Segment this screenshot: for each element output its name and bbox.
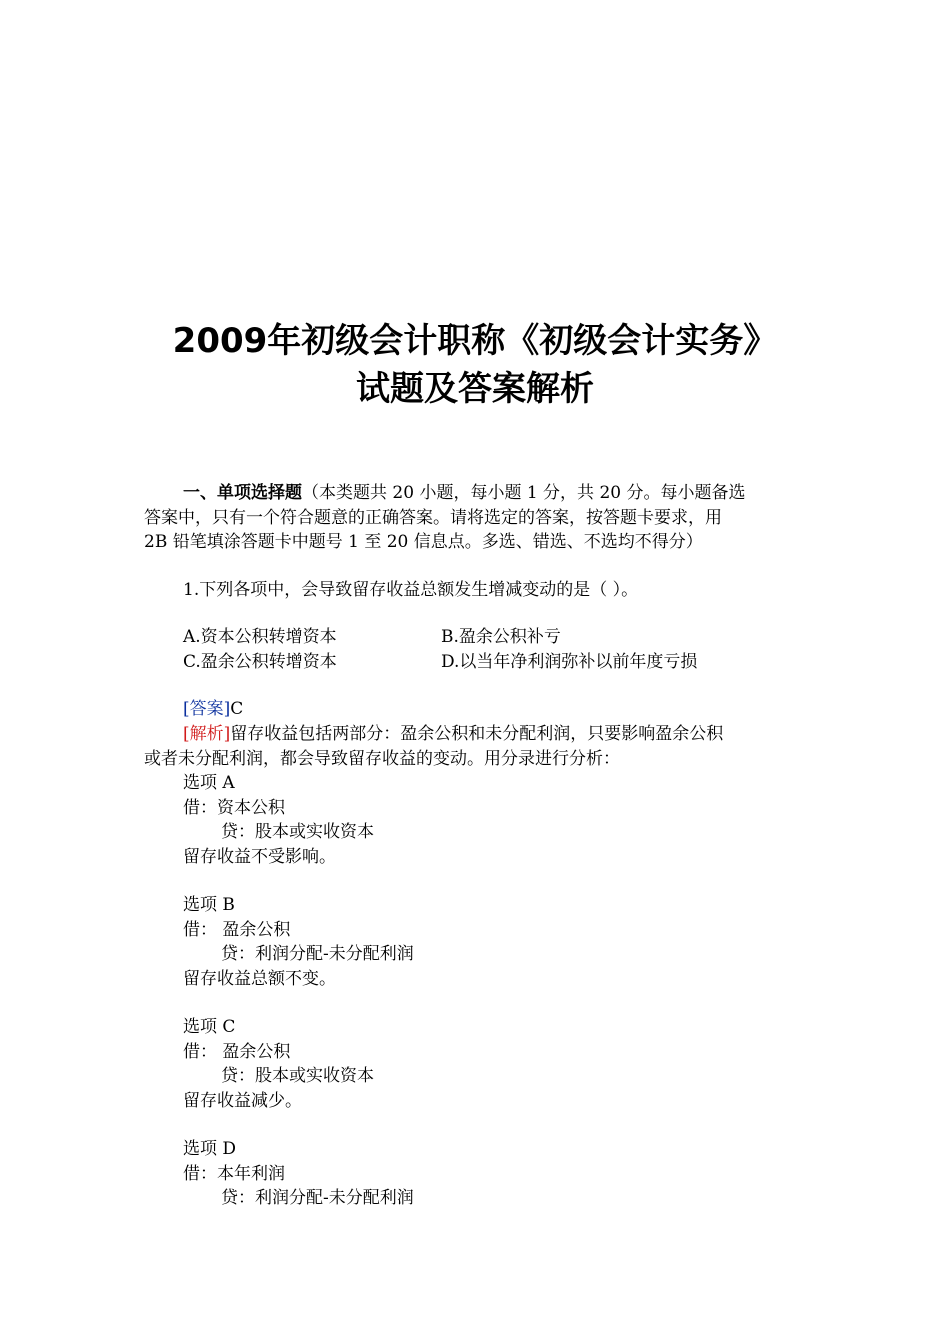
- question-option-d: D.以当年净利润弥补以前年度亏损: [441, 652, 698, 672]
- option-b-credit: 贷：利润分配-未分配利润: [221, 944, 414, 964]
- option-b-label: 选项 B: [183, 895, 235, 915]
- answer-line: [183, 697, 243, 721]
- question-option-a: A.资本公积转增资本: [183, 627, 337, 647]
- option-c-debit: 借： 盈余公积: [183, 1042, 291, 1062]
- option-c-result: 留存收益减少。: [183, 1091, 302, 1111]
- document-title-line-1: 2009年初级会计职称《初级会计实务》: [172, 321, 778, 361]
- question-stem: 1.下列各项中，会导致留存收益总额发生增减变动的是（ ）。: [183, 580, 639, 600]
- analysis-line-2: 或者未分配利润，都会导致留存收益的变动。用分录进行分析：: [144, 749, 620, 769]
- document-title-line-2: 试题及答案解析: [356, 369, 594, 409]
- option-c-credit: 贷：股本或实收资本: [221, 1066, 374, 1086]
- option-b-result: 留存收益总额不变。: [183, 969, 336, 989]
- option-d-label: 选项 D: [183, 1139, 237, 1159]
- question-option-b: B.盈余公积补亏: [441, 627, 561, 647]
- option-c-label: 选项 C: [183, 1017, 236, 1037]
- section-intro-line-1: [183, 481, 746, 505]
- option-a-credit: 贷：股本或实收资本: [221, 822, 374, 842]
- option-d-debit: 借：本年利润: [183, 1164, 285, 1184]
- option-a-label: 选项 A: [183, 773, 235, 793]
- option-b-debit: 借： 盈余公积: [183, 920, 291, 940]
- option-a-debit: 借：资本公积: [183, 798, 285, 818]
- section-intro-line-2: 答案中，只有一个符合题意的正确答案。请将选定的答案，按答题卡要求，用: [144, 508, 722, 528]
- answer-tag: [答案]: [183, 699, 231, 719]
- option-d-credit: 贷：利润分配-未分配利润: [221, 1188, 414, 1208]
- section-heading: 一、单项选择题: [183, 483, 302, 503]
- analysis-line-1: [183, 722, 723, 746]
- answer-value: C: [230, 699, 244, 719]
- analysis-text-1: 留存收益包括两部分：盈余公积和未分配利润，只要影响盈余公积: [230, 724, 724, 744]
- option-a-result: 留存收益不受影响。: [183, 847, 336, 867]
- section-intro-line-3: 2B 铅笔填涂答题卡中题号 1 至 20 信息点。多选、错选、不选均不得分）: [144, 532, 703, 552]
- question-option-c: C.盈余公积转增资本: [183, 652, 337, 672]
- section-intro-text-1: （本类题共 20 小题，每小题 1 分，共 20 分。每小题备选: [302, 483, 746, 503]
- analysis-tag: [解析]: [183, 724, 231, 744]
